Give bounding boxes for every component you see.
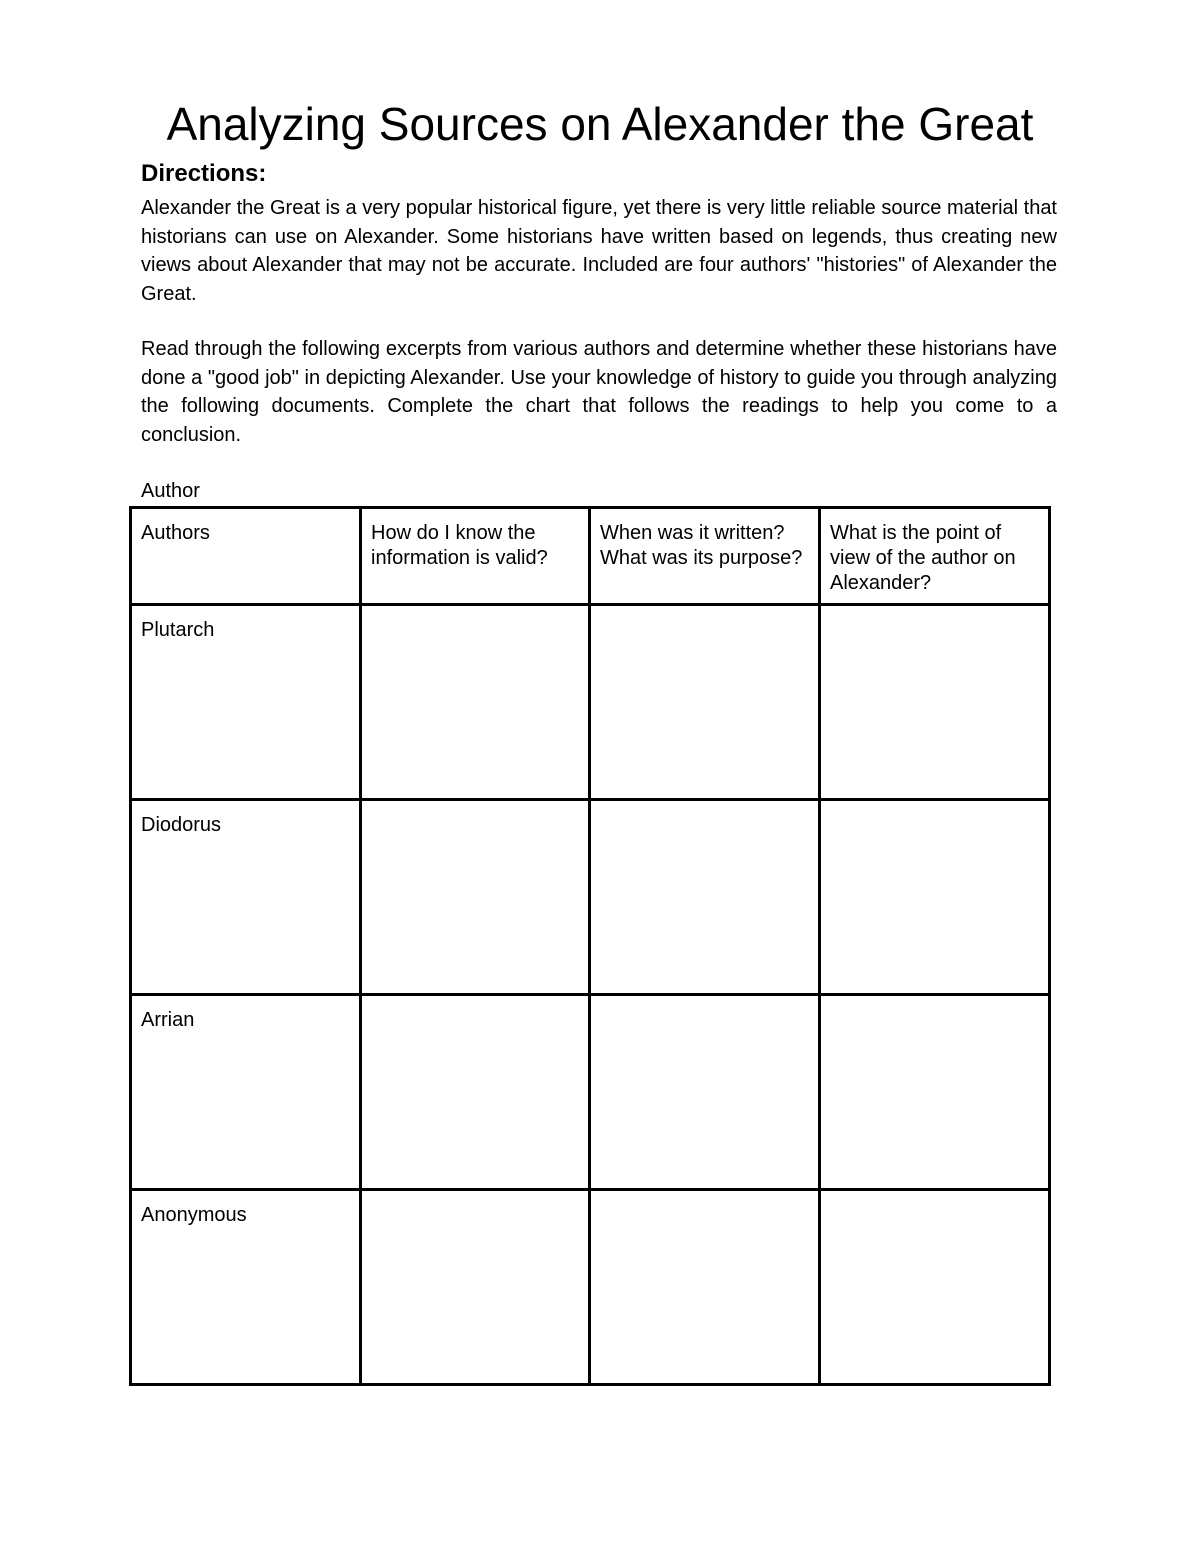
- directions-paragraph-2: Read through the following excerpts from various authors and determine whether these historians have done a "good job" in depicting Alexander. Use your knowledge of history to guide you through analyzing the following documents. Complete the chart that follows the readings to help you come to a conclusion.: [141, 338, 1057, 446]
- page-title: Analyzing Sources on Alexander the Great: [166, 98, 1034, 150]
- validity-cell[interactable]: [361, 995, 590, 1190]
- author-cell: Anonymous: [131, 1190, 361, 1385]
- table-header-row: [131, 508, 1050, 605]
- header-point-of-view: What is the point of view of the author on Alexander?: [820, 508, 1050, 605]
- written-purpose-cell[interactable]: [590, 800, 820, 995]
- point-of-view-cell[interactable]: [820, 1190, 1050, 1385]
- validity-cell[interactable]: [361, 800, 590, 995]
- written-purpose-cell[interactable]: [590, 1190, 820, 1385]
- written-purpose-cell[interactable]: [590, 995, 820, 1190]
- validity-cell[interactable]: [361, 605, 590, 800]
- source-analysis-table: [129, 506, 1051, 1386]
- table-row-anonymous: [131, 1190, 1050, 1385]
- header-authors: Authors: [131, 508, 361, 605]
- directions-heading: Directions:: [141, 160, 267, 187]
- header-validity: How do I know the information is valid?: [361, 508, 590, 605]
- point-of-view-cell[interactable]: [820, 995, 1050, 1190]
- header-written-purpose: When was it written? What was its purpose?: [590, 508, 820, 605]
- author-cell: Diodorus: [131, 800, 361, 995]
- table-row-plutarch: [131, 605, 1050, 800]
- table-row-diodorus: [131, 800, 1050, 995]
- written-purpose-cell[interactable]: [590, 605, 820, 800]
- directions-paragraph-1: Alexander the Great is a very popular historical figure, yet there is very little reliable source material that historians can use on Alexander. Some historians have written based on legends, thus creating new views about Alexander that may not be accurate. Included are four authors' "histories" of Alexander the Great.: [141, 197, 1057, 305]
- point-of-view-cell[interactable]: [820, 605, 1050, 800]
- author-cell: Plutarch: [131, 605, 361, 800]
- table-row-arrian: [131, 995, 1050, 1190]
- point-of-view-cell[interactable]: [820, 800, 1050, 995]
- author-cell: Arrian: [131, 995, 361, 1190]
- table-caption: Author: [141, 480, 200, 502]
- validity-cell[interactable]: [361, 1190, 590, 1385]
